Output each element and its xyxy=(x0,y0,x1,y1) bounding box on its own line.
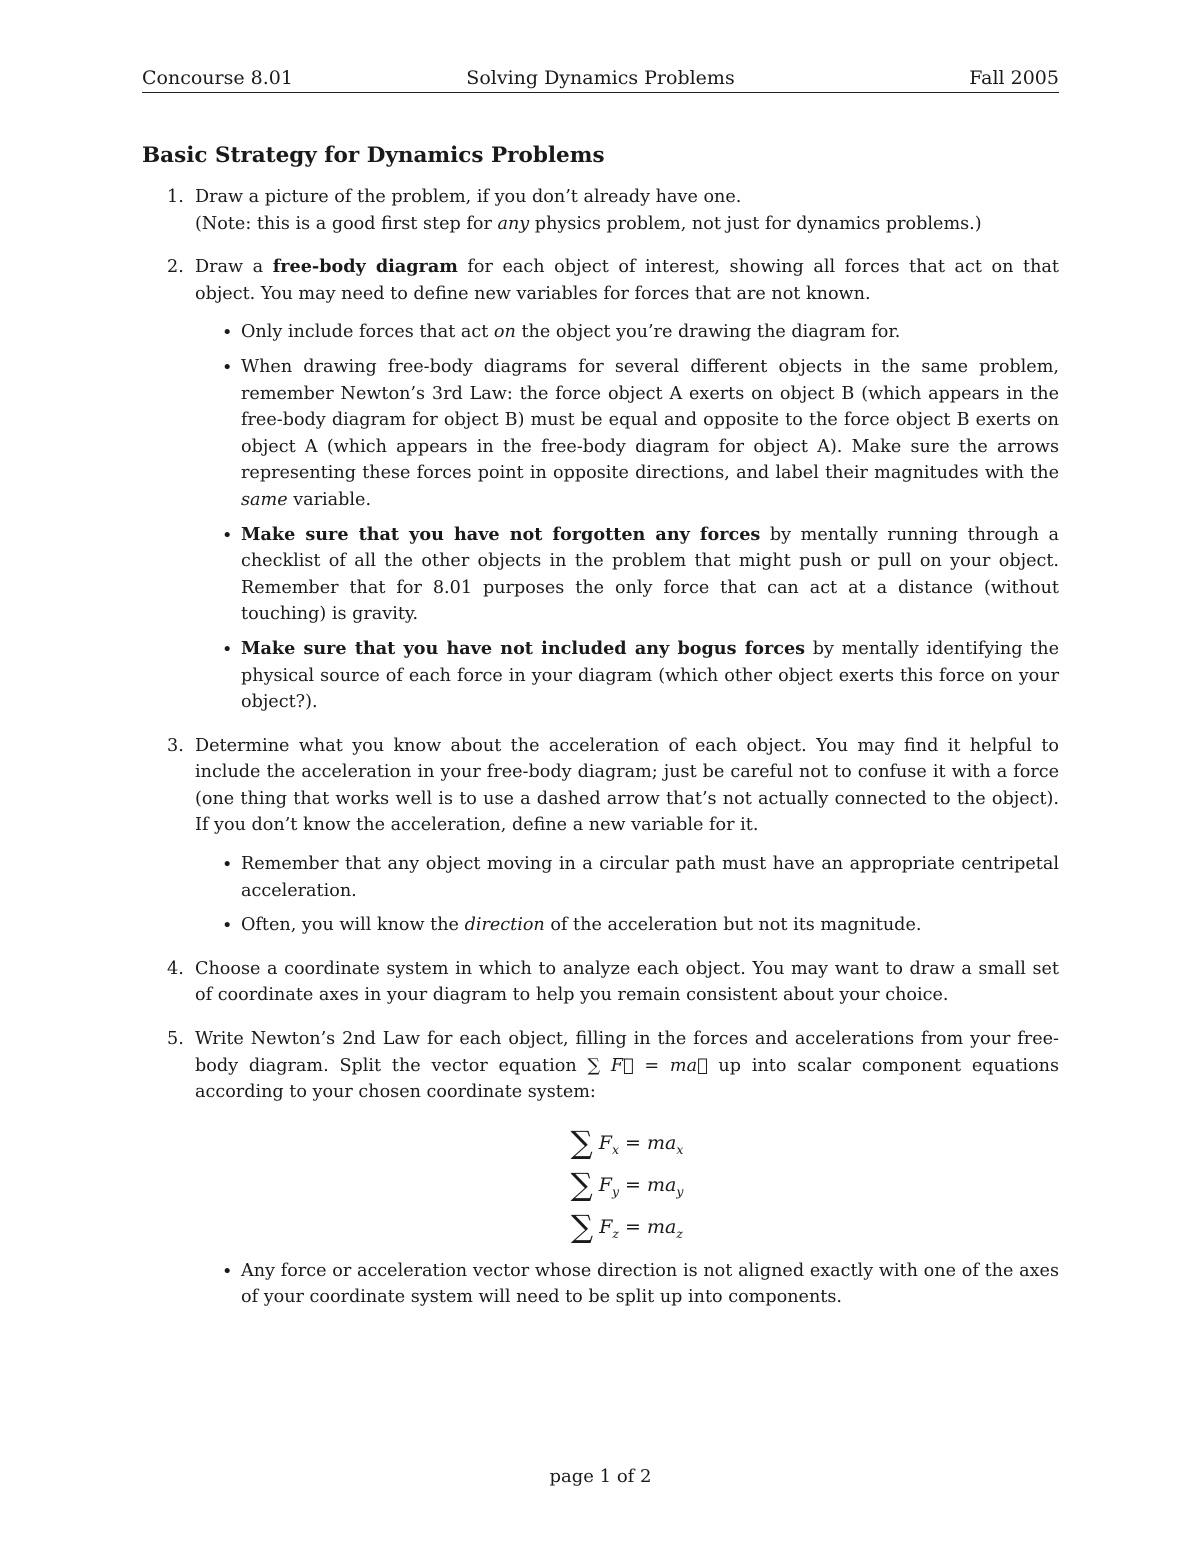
step-1-line: Draw a picture of the problem, if you don’t already have one. xyxy=(195,187,742,207)
page-number: page 1 of 2 xyxy=(549,1466,652,1487)
bullet-item xyxy=(195,636,1059,716)
bullet-icon: • xyxy=(222,1261,233,1282)
text: of the acceleration but not its magnitude. xyxy=(544,915,922,936)
text: Often, you will know the xyxy=(241,915,465,936)
eq-lhs: F xyxy=(598,1131,612,1154)
bullet-text xyxy=(241,636,1059,716)
note-text-end: physics problem, not just for dynamics problems.) xyxy=(529,213,982,234)
equation-y xyxy=(195,1164,1059,1206)
eq-sign: = xyxy=(619,1131,647,1154)
step-2 xyxy=(142,254,1059,716)
header-term: Fall 2005 xyxy=(969,67,1059,89)
bullet-text: Any force or acceleration vector whose direction is not aligned exactly with one of the axes of your coordinate system will need to be split up into components. xyxy=(241,1260,1059,1308)
emphasis: on xyxy=(493,322,516,343)
bullet-icon: • xyxy=(222,323,233,344)
text: by mentally running through a checklist of all the other objects in the problem that might push or pull on your object. Remember that for 8.01 purposes the only force that can act at a distance (without touching) is gravity. xyxy=(241,524,1059,625)
header-rule xyxy=(142,92,1059,93)
eq-lhs: F xyxy=(599,1215,613,1238)
text: Write Newton’s 2nd Law for each object, filling in the forces and accelerations from your free-body diagram. Split the vector equation xyxy=(195,1029,1059,1076)
step-1-text xyxy=(195,184,1059,211)
equation-z xyxy=(195,1206,1059,1248)
inline-equation: ∑ F⃗ = ma⃗ xyxy=(587,1055,708,1076)
text: When drawing free-body diagrams for several different objects in the same problem, remember Newton’s 3rd Law: the force object A exerts on object B (which appears in the free-body diagram for object B) must be equal and opposite to the force object B exerts on object A (which appears in the free-body diagram for object A). Make sure the arrows representing these forces point in opposite directions, and label their magnitudes with the xyxy=(241,356,1059,484)
bullet-item xyxy=(195,354,1059,514)
step-3-text: Determine what you know about the acceleration of each object. You may find it helpful to include the acceleration in your free-body diagram; just be careful not to confuse it with a force (one thing that works well is to use a dashed arrow that’s not actually connected to the object). If you don’t know the acceleration, define a new variable for it. xyxy=(195,735,1059,836)
bullet-icon: • xyxy=(222,639,233,660)
bullet-icon: • xyxy=(222,916,233,937)
eq-rhs-sub: z xyxy=(676,1225,683,1241)
eq-lhs: F xyxy=(598,1173,612,1196)
section-title: Basic Strategy for Dynamics Problems xyxy=(142,143,605,168)
eq-lhs-sub: x xyxy=(611,1141,619,1157)
bullet-item xyxy=(195,912,1059,939)
eq-lhs-sub: y xyxy=(611,1183,619,1199)
bullet-icon: • xyxy=(222,525,233,546)
eq-rhs: ma xyxy=(647,1215,677,1238)
running-header xyxy=(142,66,1059,90)
step-3 xyxy=(142,733,1059,939)
note-emphasis: any xyxy=(497,213,530,234)
header-title: Solving Dynamics Problems xyxy=(466,67,735,89)
sigma-icon: ∑ xyxy=(571,1208,594,1245)
bullet-item xyxy=(195,1258,1059,1311)
sigma-icon: ∑ xyxy=(570,1166,593,1203)
text: up into scalar component equations according to your chosen coordinate system: xyxy=(195,1055,1059,1103)
bullet-text xyxy=(241,319,1059,346)
step-4-text: Choose a coordinate system in which to analyze each object. You may want to draw a small set of coordinate axes in your diagram to help you remain consistent about your choice. xyxy=(195,958,1059,1006)
step-4 xyxy=(142,956,1059,1009)
emphasis: direction xyxy=(464,915,545,936)
term-free-body-diagram: free-body diagram xyxy=(272,256,458,278)
text: variable. xyxy=(287,489,372,510)
text: by mentally identifying the physical source of each force in your diagram (which other object exerts this force on your object?). xyxy=(241,638,1059,713)
bullet-icon: • xyxy=(222,855,233,876)
text: Draw a xyxy=(195,257,273,278)
bullet-text xyxy=(241,354,1059,514)
component-equations xyxy=(195,1122,1059,1248)
bullet-text xyxy=(241,912,1059,939)
bullet-item xyxy=(195,319,1059,346)
eq-rhs: ma xyxy=(647,1173,677,1196)
emphasis: same xyxy=(241,489,288,510)
bullet-icon: • xyxy=(222,357,233,378)
step-5-text xyxy=(195,1026,1059,1106)
step-number: 4. xyxy=(167,958,184,979)
step-1 xyxy=(142,184,1059,237)
eq-rhs: ma xyxy=(647,1131,677,1154)
eq-rhs-sub: x xyxy=(676,1141,684,1157)
step-2-text xyxy=(195,254,1059,307)
strategy-list xyxy=(142,184,1059,1311)
bullet-text: Remember that any object moving in a circular path must have an appropriate centripetal acceleration. xyxy=(241,854,1059,901)
step-number: 5. xyxy=(167,1029,184,1050)
bullet-item xyxy=(195,851,1059,904)
text: Only include forces that act xyxy=(241,322,494,343)
bullet-item xyxy=(195,522,1059,628)
bold-lead: Make sure that you have not forgotten any forces xyxy=(241,523,761,545)
step-1-note xyxy=(195,211,1059,238)
bullet-text xyxy=(241,522,1059,628)
text: for each object of interest, showing all forces that act on that object. You may need to define new variables for forces that are not known. xyxy=(195,257,1059,304)
step-number: 3. xyxy=(167,735,184,756)
step-number: 2. xyxy=(167,257,184,278)
sigma-icon: ∑ xyxy=(570,1124,593,1161)
step-number: 1. xyxy=(167,187,184,207)
eq-sign: = xyxy=(619,1215,647,1238)
note-text: (Note: this is a good first step for xyxy=(195,213,498,234)
eq-lhs-sub: z xyxy=(612,1225,619,1241)
text: the object you’re drawing the diagram for. xyxy=(515,322,901,343)
header-course: Concourse 8.01 xyxy=(142,67,293,89)
bold-lead: Make sure that you have not included any bogus forces xyxy=(241,637,806,659)
eq-sign: = xyxy=(619,1173,647,1196)
equation-x xyxy=(195,1122,1059,1164)
eq-rhs-sub: y xyxy=(676,1183,684,1199)
step-5 xyxy=(142,1026,1059,1311)
